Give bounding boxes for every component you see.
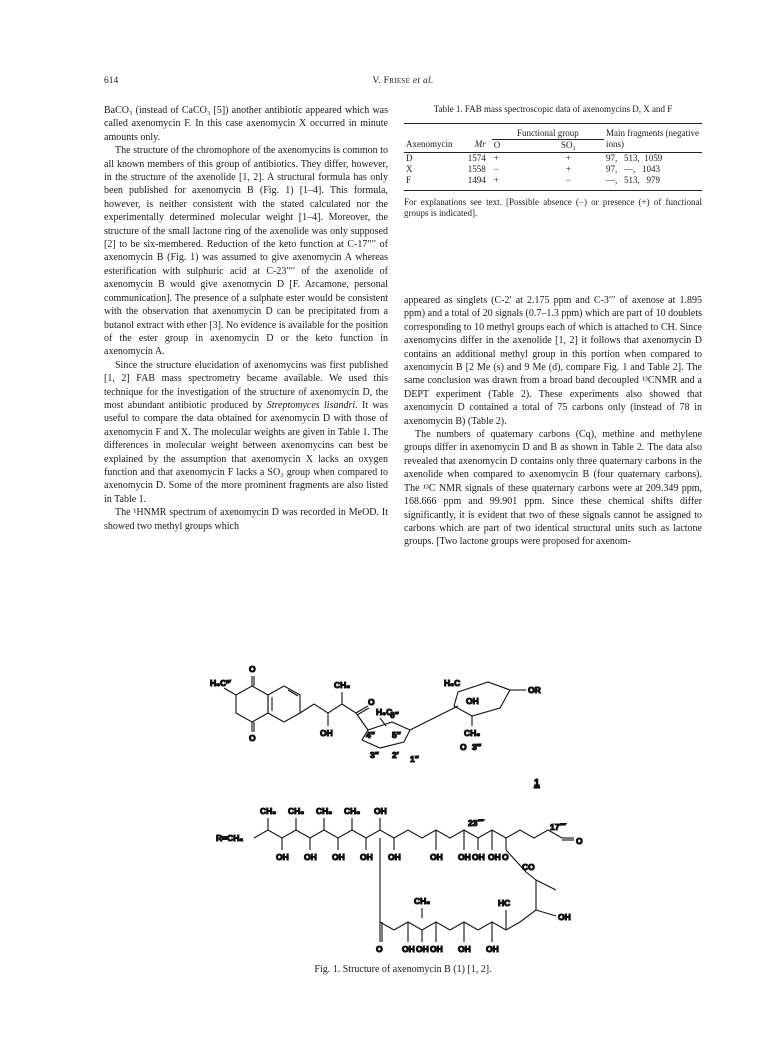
right-column: [404, 294, 702, 549]
column-header: Axenomycin: [406, 139, 453, 149]
left-column: [104, 104, 388, 533]
paragraph: The numbers of quaternary carbons (Cq), methine and methylene groups differ in axenomycin D and B as shown in Table 2. The data also revealed that axenomycin D contains only three quaternary carbons in the axenolide when compared to axenomycin B (four quaternary carbons). The ¹³C NMR signals of these quaternary carbons were at 209.349 ppm, 168.666 ppm and 99.901 ppm. Since these chemical shifts differ significantly, it is evident that two of these signals cannot be assigned to carbons which are part of two identical structural units such as lactone groups. [Two lactone groups were proposed for axenom-: [404, 429, 702, 548]
atom-label: H₃C²′: [210, 678, 232, 688]
table-cell: X: [406, 164, 413, 174]
paragraph: [104, 359, 388, 506]
table-cell: −: [565, 175, 571, 185]
text-run: . It was useful to compare the data obtained for axenomycin D with those of axenomycin F and X. The molecular weights are given in Table 1. The differences in molecular weight between axenomycins can best be explained by the assumption that axenomycin X lacks an oxygen function and that axenomycin F lacks a SO₃ group when compared to axenomycin D. Some of the more prominent fragments are also listed in Table 1.: [104, 399, 388, 505]
table-cell: —, 513, 979: [606, 175, 660, 185]
compound-number: 1: [534, 778, 540, 789]
running-head: [104, 76, 702, 86]
atom-label: OH: [458, 944, 471, 954]
atom-label: OH: [430, 944, 443, 954]
paragraph: BaCO₃ (instead of CaCO₃ [5]) another antibiotic appeared which was called axenomycin F. In this case axenomycin X occurred in minute amounts only.: [104, 105, 388, 143]
paragraph: The ¹HNMR spectrum of axenomycin D was recorded in MeOD. It showed two methyl groups which: [104, 507, 388, 532]
atom-label: CH₃: [316, 806, 333, 816]
atom-label: R=CH₂: [216, 833, 244, 843]
atom-label: OH: [558, 912, 571, 922]
atom-label: OH: [360, 852, 373, 862]
atom-label: CH₃: [260, 806, 277, 816]
structure-figure: [196, 660, 602, 980]
atom-label: CH₃: [344, 806, 361, 816]
sugar-ring-1: [356, 713, 410, 748]
table-caption: Table 1. FAB mass spectroscopic data of axenomycins D, X and F: [433, 104, 673, 114]
atom-label: OH: [488, 852, 501, 862]
table-cell: +: [493, 175, 499, 185]
atom-label: OH: [466, 696, 479, 706]
atom-label: 2′: [392, 750, 399, 760]
data-table: [404, 123, 702, 191]
table-cell: +: [565, 153, 571, 163]
atom-label: OH: [486, 944, 499, 954]
species-name: Streptomyces lisandri: [266, 399, 356, 411]
table-cell: +: [565, 164, 571, 174]
paragraph: appeared as singlets (C-2′ at 2.175 ppm and C-3′′′ of axenose at 1.895 ppm) and a total of 20 signals (0.7–1.3 ppm) which are part of 10 doublets corresponding to 10 methyl groups each of which is attached to CH. Since axenomycins differ in the axenolide [1, 2] it follows that axenomycin D contains an additional methyl group in this portion when compared to axenomycin B [2 Me (s) and 9 Me (d), compare Fig. 1 and Table 2]. The same conclusion was drawn from a broad band decoupled ¹³CNMR and a DEPT experiment (Table 2). These experiments also showed that axenomycin D contained a total of 75 carbons only (instead of 78 in axenomycin B) (Table 2).: [404, 295, 702, 427]
atom-label: OH: [416, 944, 429, 954]
column-header: Mr: [474, 139, 486, 149]
atom-label: O: [249, 664, 256, 674]
axenomycin-structure: [196, 660, 602, 980]
table-cell: 1494: [467, 175, 486, 185]
atom-label: OH: [374, 806, 387, 816]
paragraph: The structure of the chromophore of the axenomycins is common to all known members of this group of antibiotics. They differ, however, in the structure of the axenolide [1, 2]. A structural formula has only been published for axenomycin B (Fig. 1) [1–4]. This formula, however, is neither consistent with the stated calculated nor the experimentally determined molecular weight [1–4]. Moreover, the structure of the small lactone ring of the axenolide was only supposed [2] to be six-membered. Reduction of the keto function at C-17′′′′ of axenomycin B (Fig. 1) was assumed to give axenomycin A whereas esterification with sulphuric acid at C-23′′′′ of the axenolide of axenomycin B would give axenomycin D [F. Arcamone, personal communication]. The presence of a sulphate ester would be consistent with the observation that axenomycin D can be precipitated from a butanol extract with ether [3]. No evidence is available for the position of the ester group in axenomycin D or the keto function in axenomycin A.: [104, 145, 388, 358]
atom-label: 4″: [366, 730, 375, 740]
atom-label: 5″: [392, 730, 401, 740]
atom-label: OH: [320, 728, 333, 738]
atom-label: CH₃: [414, 896, 431, 906]
atom-label: OH: [332, 852, 345, 862]
group-header: Functional group: [492, 128, 604, 140]
atom-label: CH₃: [464, 728, 481, 738]
atom-label: O: [249, 733, 256, 743]
running-head-etal: et al.: [412, 76, 434, 86]
table-cell: 97, 513, 1059: [606, 153, 663, 163]
atom-label: 3″: [370, 750, 379, 760]
page-header: [104, 76, 702, 90]
axenolide-chain: [254, 818, 574, 942]
atom-label: O: [576, 836, 583, 846]
atom-label: H₃C: [376, 707, 393, 717]
atom-label: O: [460, 742, 467, 752]
table-cell: D: [406, 153, 413, 163]
atom-label: 23⁗: [468, 818, 485, 828]
table-1: [404, 104, 702, 220]
atom-label: CH₃: [334, 680, 351, 690]
atom-label: OH: [304, 852, 317, 862]
atom-label: O: [376, 944, 383, 954]
atom-label: OH: [388, 852, 401, 862]
page-number: 614: [104, 76, 119, 86]
column-header: SO₃: [560, 139, 576, 150]
atom-label: OH: [472, 852, 485, 862]
atom-label: CH₃: [288, 806, 305, 816]
atom-label: 1″: [410, 754, 419, 764]
atom-label: OR: [528, 685, 541, 695]
atom-label: H₃C: [444, 678, 461, 688]
atom-label: OH: [458, 852, 471, 862]
atom-label: OH: [276, 852, 289, 862]
atom-label: OH: [430, 852, 443, 862]
table-row: [404, 164, 702, 175]
sugar-ring-2: [410, 682, 526, 730]
table-cell: 1558: [467, 164, 486, 174]
atom-label: OH: [402, 944, 415, 954]
text-run: Since the structure elucidation of axenomycins was first published [1, 2] FAB mass spectrometry became available. We used this technique for the investigation of the structure of axenomycin D, the most abundant antibiotic produced by: [104, 359, 388, 411]
structure-labels: [210, 664, 583, 954]
table-row: [404, 153, 702, 165]
column-header: O: [493, 139, 501, 150]
table-footnote: For explanations see text. [Possible absence (−) or presence (+) of functional groups is indicated].: [404, 196, 702, 218]
atom-label: HC: [498, 898, 511, 908]
table-cell: +: [493, 153, 499, 163]
running-head-author: V. Friese: [372, 76, 411, 86]
atom-label: 3‴: [472, 742, 481, 752]
atom-label: O: [502, 852, 509, 862]
atom-label: 6″: [390, 710, 399, 720]
table-cell: −: [493, 164, 499, 174]
table-cell: 97, —, 1043: [606, 164, 660, 174]
table-cell: 1574: [467, 153, 486, 163]
figure-caption: Fig. 1. Structure of axenomycin B (1) [1, 2].: [314, 964, 492, 975]
table-row: [404, 175, 702, 186]
atom-label: O: [368, 697, 375, 707]
atom-label: CO: [522, 862, 535, 872]
table-cell: F: [406, 175, 412, 185]
atom-label: 17⁗: [550, 822, 567, 832]
column-header: Main fragments (negative ions): [606, 127, 699, 149]
